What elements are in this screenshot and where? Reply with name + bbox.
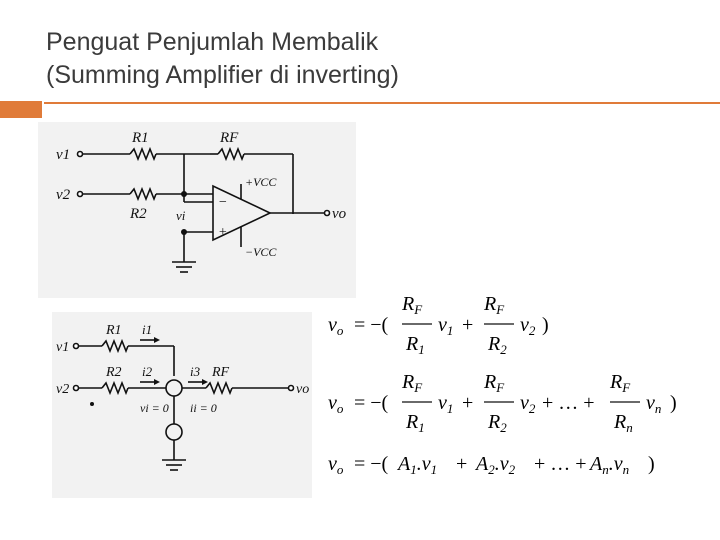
svg-text:Rn: $R_n$ bbox=[614, 411, 633, 435]
svg-text:R2: $R_2$ bbox=[488, 411, 507, 435]
equations-panel bbox=[320, 286, 700, 486]
svg-text:): ) bbox=[542, 314, 549, 336]
svg-text:An.vn: $A_n.v_n$ bbox=[590, 453, 630, 477]
c2-v2-label: v2 bbox=[56, 382, 70, 397]
equation-1 bbox=[328, 293, 549, 357]
c1-v2-label: v2 bbox=[56, 187, 71, 203]
c1-rf-label: RF bbox=[220, 130, 239, 146]
c1-r2-label: R2 bbox=[130, 206, 147, 222]
svg-text:= −(: = −( bbox=[354, 314, 389, 336]
svg-text:vo: $v_o$ bbox=[328, 392, 344, 416]
title-line-2: (Summing Amplifier di inverting) bbox=[46, 61, 399, 89]
svg-text:vo: $v_o$ bbox=[328, 453, 344, 477]
svg-text:+: + bbox=[462, 314, 474, 336]
equation-3-text bbox=[700, 286, 701, 287]
svg-text:A1.v1: $A_1.v_1$ bbox=[398, 453, 438, 477]
c1-vcc-plus-label: +VCC bbox=[245, 175, 277, 189]
equation-2 bbox=[328, 371, 677, 435]
svg-text:A2.v2: $A_2.v_2$ bbox=[476, 453, 516, 477]
c2-v1-label: v1 bbox=[56, 340, 70, 355]
svg-text:+ … +: + … + bbox=[534, 453, 587, 475]
c1-v1-label: v1 bbox=[56, 147, 71, 163]
c2-i2-label: i2 bbox=[142, 364, 153, 379]
c2-i3-label: i3 bbox=[190, 364, 201, 379]
svg-text:v1: $v_1$ bbox=[438, 314, 454, 338]
c1-plus-sign: + bbox=[218, 225, 228, 240]
c1-vcc-minus-label: −VCC bbox=[245, 245, 277, 259]
c2-r1-label: R1 bbox=[106, 323, 122, 338]
circuit-diagram-virtual-ground bbox=[52, 312, 312, 498]
svg-text:= −(: = −( bbox=[354, 453, 389, 475]
svg-text:+: + bbox=[456, 453, 468, 475]
equations-svg bbox=[320, 286, 700, 486]
title-line-1: Penguat Penjumlah Membalik bbox=[46, 28, 379, 56]
c1-vo-label: vo bbox=[332, 206, 347, 222]
circuit-diagram-opamp bbox=[38, 122, 356, 298]
svg-text:): ) bbox=[648, 453, 655, 475]
equation-1-text bbox=[700, 286, 701, 287]
c2-rf-label: RF bbox=[212, 365, 230, 380]
svg-text:v2: $v_2$ bbox=[520, 392, 536, 416]
c2-ii-zero-label: ii = 0 bbox=[190, 401, 217, 415]
svg-text:RF: $R_F$ bbox=[402, 293, 423, 317]
svg-text:v2: $v_2$ bbox=[520, 314, 536, 338]
svg-text:+: + bbox=[462, 392, 474, 414]
svg-text:RF: $R_F$ bbox=[484, 371, 505, 395]
equation-2-text bbox=[700, 286, 701, 287]
svg-text:): ) bbox=[670, 392, 677, 414]
c2-vi-zero-label: vi = 0 bbox=[140, 401, 169, 415]
equation-3 bbox=[328, 453, 655, 477]
c2-i1-label: i1 bbox=[142, 322, 153, 337]
accent-line bbox=[44, 102, 720, 104]
svg-text:R1: $R_1$ bbox=[406, 411, 425, 435]
c1-r1-label: R1 bbox=[132, 130, 149, 146]
c2-r2-label: R2 bbox=[106, 365, 122, 380]
svg-text:R1: $R_1$ bbox=[406, 333, 425, 357]
svg-text:RF: $R_F$ bbox=[484, 293, 505, 317]
svg-text:vn: $v_n$ bbox=[646, 392, 662, 416]
c1-minus-sign: − bbox=[218, 195, 228, 210]
c2-vo-label: vo bbox=[296, 382, 310, 397]
c1-vi-label: vi bbox=[176, 208, 186, 223]
accent-bar bbox=[0, 101, 42, 118]
svg-text:RF: $R_F$ bbox=[610, 371, 631, 395]
svg-text:+ … +: + … + bbox=[542, 392, 595, 414]
svg-text:= −(: = −( bbox=[354, 392, 389, 414]
svg-text:vo: $v_o$ bbox=[328, 314, 344, 338]
slide-title bbox=[46, 26, 399, 92]
svg-text:RF: $R_F$ bbox=[402, 371, 423, 395]
svg-text:v1: $v_1$ bbox=[438, 392, 454, 416]
svg-text:R2: $R_2$ bbox=[488, 333, 507, 357]
